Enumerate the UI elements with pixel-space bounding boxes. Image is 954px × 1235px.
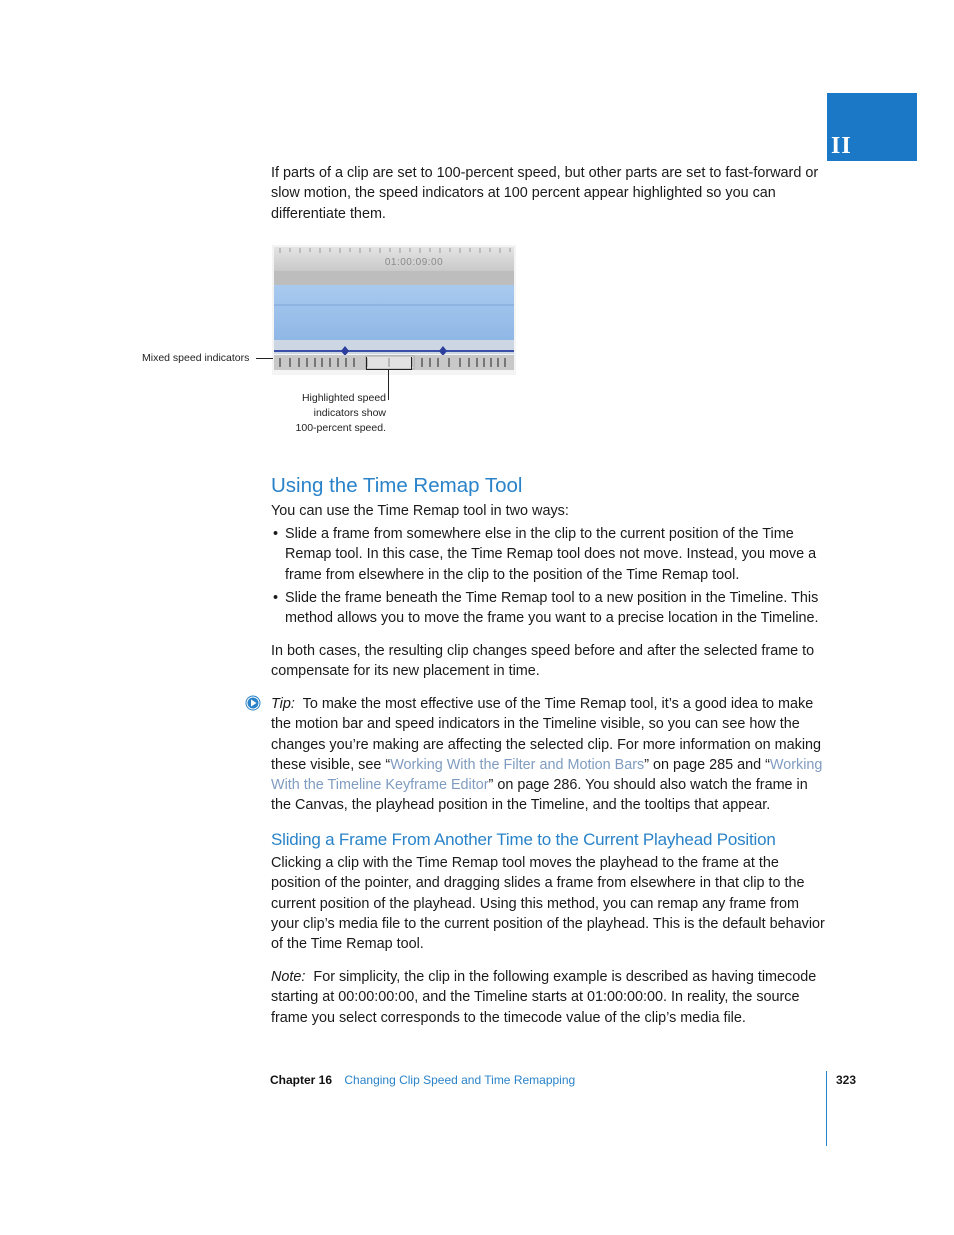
callout-leader-left — [256, 358, 273, 359]
subsection-body: Clicking a clip with the Time Remap tool moves the playhead to the frame at the position of the pointer, and dragging slides a frame from elsewhere in that clip to the current position of the playhead. Using this method, you can remap any frame from your clip’s media file to the current position of the playhead. This is the default behavior of the Time Remap tool. — [271, 855, 825, 953]
bracket-left — [366, 357, 367, 369]
callout-line-1: Highlighted speed — [301, 392, 386, 404]
callout-line-2: indicators show — [313, 407, 386, 419]
tip-text-3: ” on page 286. You should also watch the frame in the Canvas, the playhead position in the Timeline, and the tooltips that appear. — [271, 777, 808, 814]
tip-text-1: To make the most effective use of the Time Remap tool, it’s a good idea to make the motion bar and speed indicators in the Timeline visible, so you can see how the changes you’re making are affecting the selected clip. For more information on making these visible, see “ — [271, 696, 822, 773]
bullet-dot: • — [273, 590, 279, 606]
link-filter-motion-bars[interactable]: Working With the Filter and Motion Bars — [390, 756, 645, 773]
tip-label: Tip: — [271, 696, 295, 712]
timeline-timecode: 01:00:09:00 — [384, 257, 444, 268]
footer-chapter-title: Changing Clip Speed and Time Remapping — [344, 1073, 576, 1087]
link-keyframe-editor[interactable]: Working With the Timeline Keyframe Editor — [271, 756, 823, 794]
track-header — [274, 271, 514, 285]
bullet-text: Slide a frame from somewhere else in the clip to the current position of the Time Remap tool. In this case, the Time Remap tool does not move. Instead, you move a frame from elsewhere in the clip to the position of the Time Remap tool. — [285, 526, 817, 583]
bracket-bottom — [366, 369, 412, 370]
both-cases-paragraph: In both cases, the resulting clip changes speed before and after the selected frame to compensate for its new placement in time. — [271, 643, 815, 680]
page-number: 323 — [836, 1073, 857, 1087]
footer-chapter-number: Chapter 16 — [270, 1073, 333, 1087]
section-tab — [827, 93, 917, 161]
section-tab-label: II — [831, 133, 852, 159]
bracket-right — [411, 357, 412, 369]
bullet-text: Slide the frame beneath the Time Remap tool to a new position in the Timeline. This method allows you to move the frame you want to a precise location in the Timeline. — [285, 590, 819, 627]
note-text: For simplicity, the clip in the following example is described as having timecode starting at 00:00:00:00, and the Timeline starts at 01:00:00:00. In reality, the source frame you select corresponds to the timecode value of the clip’s media file. — [271, 969, 817, 1026]
footer-chapter — [270, 1073, 575, 1087]
bullet-dot: • — [273, 526, 279, 542]
subsection-heading: Sliding a Frame From Another Time to the Current Playhead Position — [271, 830, 776, 849]
callout-line-3: 100-percent speed. — [295, 422, 386, 434]
timeline-figure — [272, 245, 516, 375]
callout-leader-bottom — [388, 369, 389, 400]
callout-mixed-speed: Mixed speed indicators — [142, 352, 250, 364]
tip-paragraph — [271, 694, 827, 816]
note-paragraph — [271, 967, 823, 1028]
note-label: Note: — [271, 969, 306, 985]
timeline-image — [272, 245, 516, 375]
callout-highlighted — [280, 391, 386, 436]
section-heading: Using the Time Remap Tool — [271, 474, 523, 497]
highlighted-speed-indicators — [366, 356, 414, 369]
tip-text-2: ” on page 285 and “ — [644, 756, 770, 773]
tip-arrow-icon — [245, 695, 261, 711]
bullet-item — [271, 588, 831, 629]
intro-paragraph: If parts of a clip are set to 100-percent speed, but other parts are set to fast-forward or slow motion, the speed indicators at 100 percent appear highlighted so you can differentiate them. — [271, 165, 819, 222]
section-lead: You can use the Time Remap tool in two ways: — [271, 503, 569, 519]
footer-rule — [826, 1071, 827, 1146]
clip-bar — [274, 285, 514, 340]
bullet-item — [271, 524, 831, 585]
